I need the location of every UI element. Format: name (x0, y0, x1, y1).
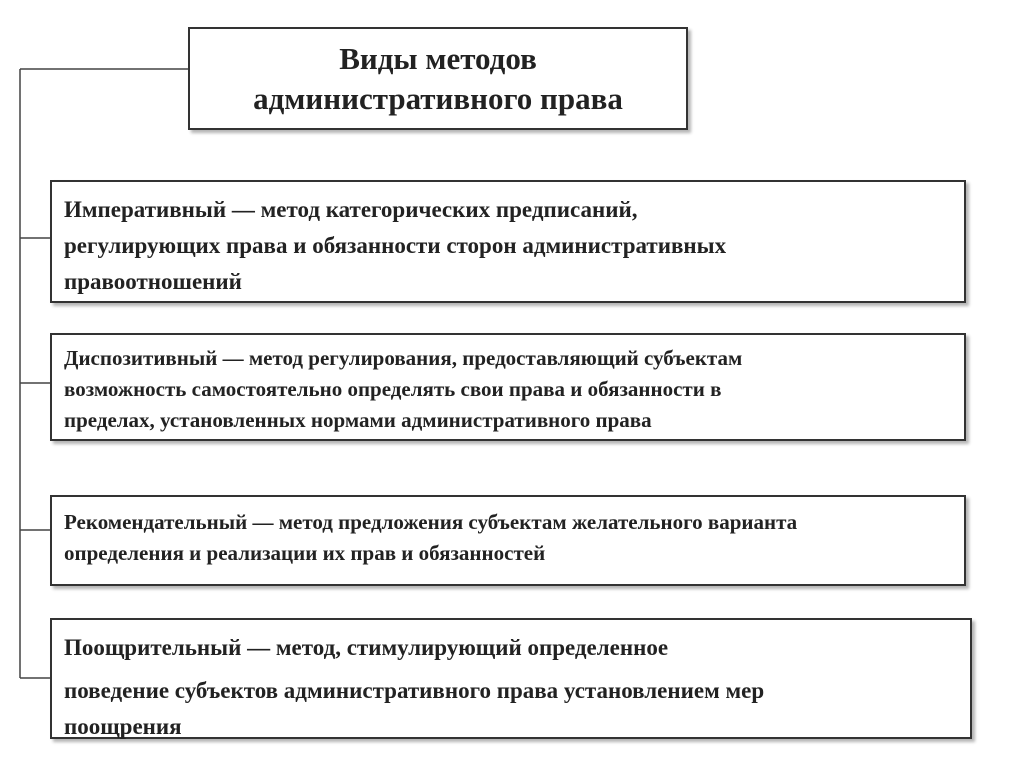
method-box-incentive (50, 618, 972, 739)
method-text-line: Диспозитивный — метод регулирования, предоставляющий субъектам (64, 346, 743, 370)
method-text-line: поведение субъектов административного права установлением мер (64, 678, 765, 703)
method-text-line: возможность самостоятельно определять свои права и обязанности в (64, 377, 722, 401)
method-text-line: поощрения (64, 714, 182, 739)
title-box (188, 27, 688, 130)
method-text-line: Поощрительный — метод, стимулирующий определенное (64, 635, 669, 660)
method-box-recommendatory (50, 495, 966, 586)
method-box-dispositive (50, 333, 966, 441)
method-text-line: правоотношений (64, 269, 242, 294)
title-line-1: Виды методов (339, 40, 537, 76)
method-text-line: определения и реализации их прав и обязанностей (64, 541, 546, 565)
method-text-line: Рекомендательный — метод предложения субъектам желательного варианта (64, 510, 798, 534)
method-text-line: регулирующих права и обязанности сторон административных (64, 233, 727, 258)
method-text-line: пределах, установленных нормами административного права (64, 408, 652, 432)
title-line-2: административного права (253, 80, 623, 116)
method-box-imperative (50, 180, 966, 303)
method-text-line: Императивный — метод категорических предписаний, (64, 197, 638, 222)
